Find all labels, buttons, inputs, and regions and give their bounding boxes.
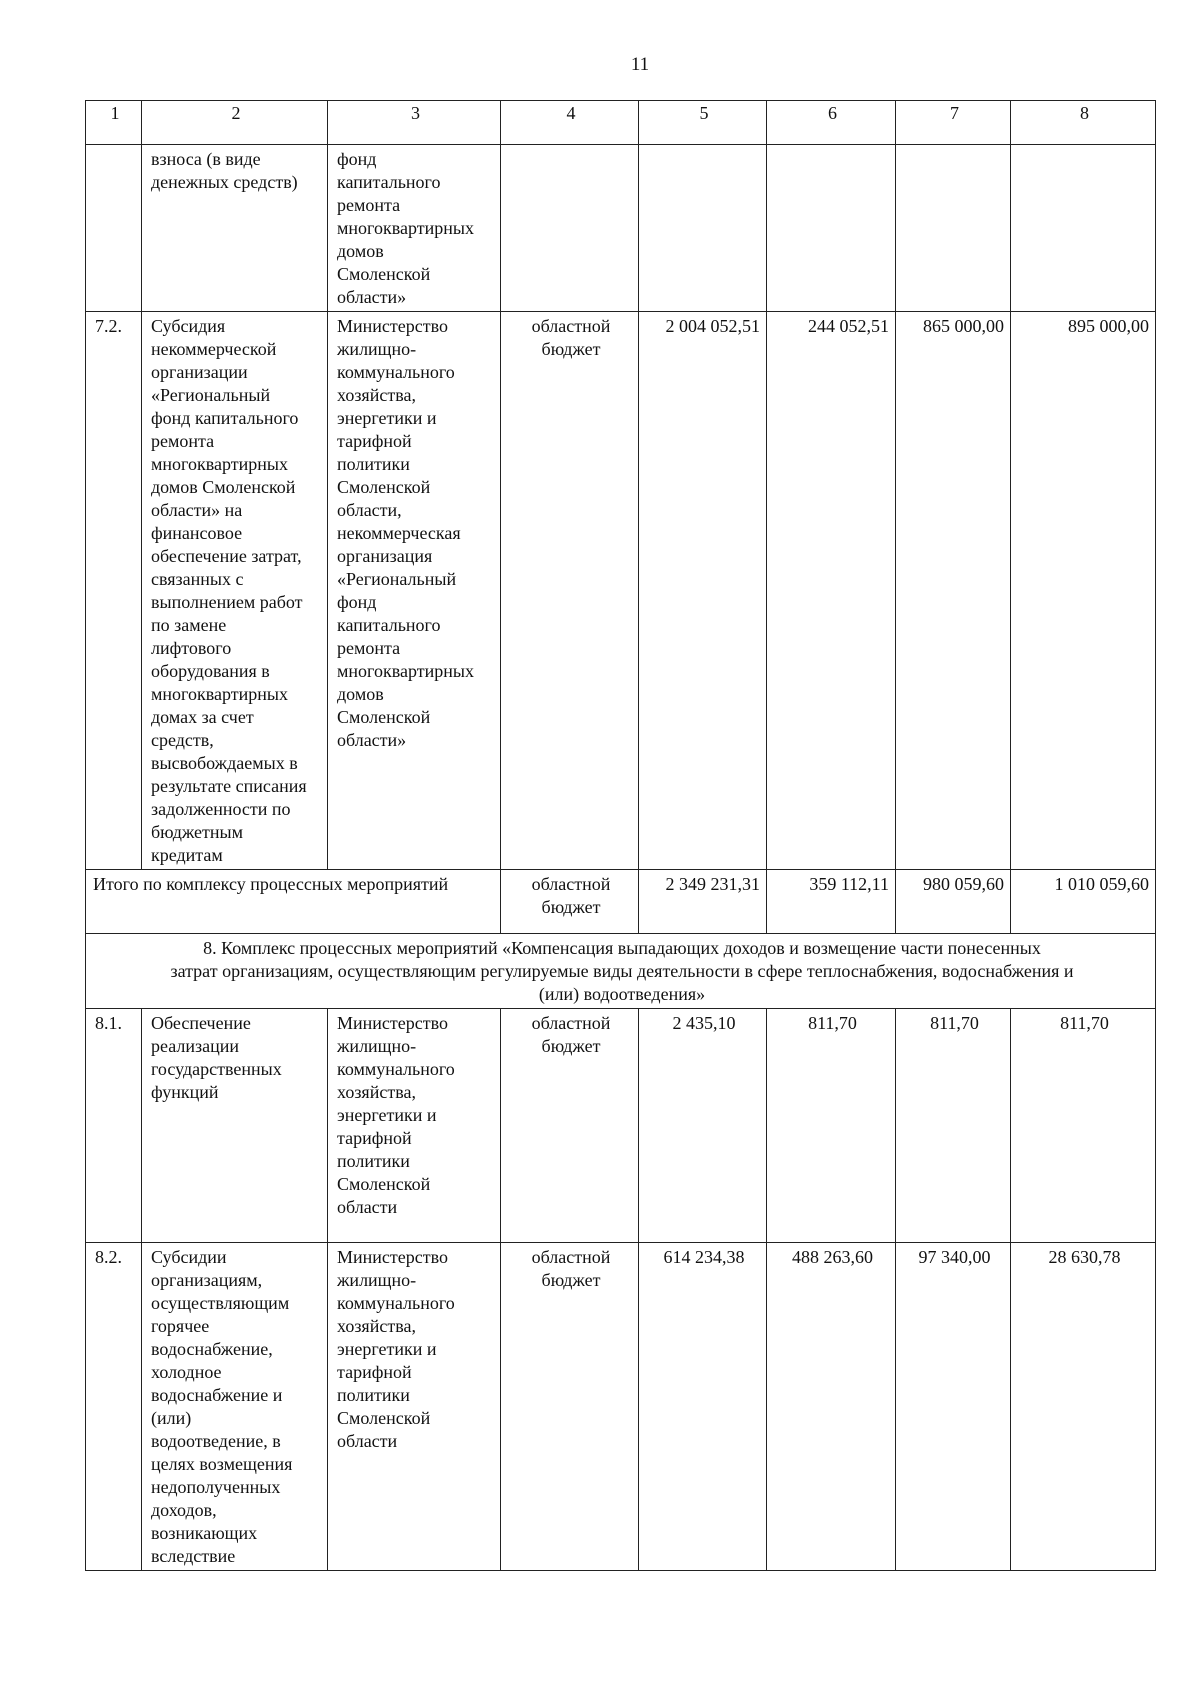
text-line: фонд <box>337 149 377 169</box>
text-line: тарифной <box>337 431 412 451</box>
row-number: 7.2. <box>86 312 142 870</box>
text-line: государственных <box>151 1059 282 1079</box>
continuation-row <box>86 145 1156 312</box>
text-line: ремонта <box>337 638 401 658</box>
text-line: энергетики и <box>337 1339 437 1359</box>
text-line: целях возмещения <box>151 1454 293 1474</box>
value-col-5: 614 234,38 <box>639 1243 767 1571</box>
measure-name <box>142 312 328 870</box>
text-line: результате списания <box>151 776 307 796</box>
text-line: недополученных <box>151 1477 281 1497</box>
text-line: (или) <box>151 1408 192 1428</box>
text-line: энергетики и <box>337 1105 437 1125</box>
text-line: финансовое <box>151 523 243 543</box>
text-line: многоквартирных <box>337 661 474 681</box>
continuation-name <box>142 145 328 312</box>
text-line: взноса (в виде <box>151 149 261 169</box>
section-8-heading <box>86 934 1156 1009</box>
continuation-num <box>86 145 142 312</box>
text-line: области, <box>337 500 402 520</box>
text-line: (или) водоотведения» <box>538 984 706 1004</box>
text-line: многоквартирных <box>337 218 474 238</box>
text-line: водоснабжение, <box>151 1339 273 1359</box>
text-line: лифтового <box>151 638 232 658</box>
page-number: 11 <box>630 54 650 75</box>
total-col-5: 2 349 231,31 <box>639 870 767 934</box>
text-line: областной <box>531 316 611 336</box>
total-col-6: 359 112,11 <box>767 870 896 934</box>
text-line: доходов, <box>151 1500 217 1520</box>
text-line: домов Смоленской <box>151 477 296 497</box>
text-line: капитального <box>337 615 441 635</box>
total-col-7: 980 059,60 <box>896 870 1011 934</box>
text-line: фонд капитального <box>151 408 299 428</box>
continuation-source <box>501 145 639 312</box>
total-col-8: 1 010 059,60 <box>1011 870 1156 934</box>
text-line: области <box>337 1197 398 1217</box>
value-col-8: 28 630,78 <box>1011 1243 1156 1571</box>
total-funding-source <box>501 870 639 934</box>
text-line: бюджет <box>541 339 601 359</box>
text-line: горячее <box>151 1316 210 1336</box>
value-col-8: 811,70 <box>1011 1009 1156 1243</box>
text-line: ремонта <box>337 195 401 215</box>
text-line: энергетики и <box>337 408 437 428</box>
text-line: кредитам <box>151 845 223 865</box>
text-line: водоснабжение и <box>151 1385 283 1405</box>
measure-name <box>142 1243 328 1571</box>
value-col-5: 2 435,10 <box>639 1009 767 1243</box>
executor <box>328 1243 501 1571</box>
text-line: бюджет <box>541 897 601 917</box>
text-line: холодное <box>151 1362 222 1382</box>
value-col-7: 811,70 <box>896 1009 1011 1243</box>
text-line: Субсидия <box>151 316 226 336</box>
text-line: тарифной <box>337 1362 412 1382</box>
text-line: тарифной <box>337 1128 412 1148</box>
text-line: капитального <box>337 172 441 192</box>
text-line: многоквартирных <box>151 454 288 474</box>
total-row <box>86 870 1156 934</box>
text-line: Смоленской <box>337 264 431 284</box>
value-col-7: 865 000,00 <box>896 312 1011 870</box>
text-line: возникающих <box>151 1523 258 1543</box>
text-line: политики <box>337 1385 410 1405</box>
text-line: области» <box>337 287 407 307</box>
text-line: коммунального <box>337 1059 455 1079</box>
text-line: политики <box>337 1151 410 1171</box>
funding-source <box>501 312 639 870</box>
text-line: реализации <box>151 1036 239 1056</box>
value-col-5: 2 004 052,51 <box>639 312 767 870</box>
executor <box>328 1009 501 1243</box>
text-line: области» <box>337 730 407 750</box>
text-line: по замене <box>151 615 227 635</box>
text-line: Министерство <box>337 1247 448 1267</box>
text-line: хозяйства, <box>337 1082 416 1102</box>
funding-source <box>501 1009 639 1243</box>
text-line: фонд <box>337 592 377 612</box>
header-col-2: 2 <box>142 101 328 145</box>
row-number: 8.2. <box>86 1243 142 1571</box>
text-line: домов <box>337 241 384 261</box>
table-row-7-2 <box>86 312 1156 870</box>
text-line: областной <box>531 1247 611 1267</box>
text-line: домах за счет <box>151 707 254 727</box>
text-line: Смоленской <box>337 477 431 497</box>
row-number: 8.1. <box>86 1009 142 1243</box>
text-line: организации <box>151 362 248 382</box>
text-line: коммунального <box>337 362 455 382</box>
text-line: денежных средств) <box>151 172 298 192</box>
text-line: организация <box>337 546 433 566</box>
text-line: задолженности по <box>151 799 291 819</box>
text-line: коммунального <box>337 1293 455 1313</box>
text-line: Смоленской <box>337 1174 431 1194</box>
text-line: политики <box>337 454 410 474</box>
header-col-7: 7 <box>896 101 1011 145</box>
text-line: выполнением работ <box>151 592 303 612</box>
section-8-heading-row <box>86 934 1156 1009</box>
text-line: жилищно- <box>337 1270 417 1290</box>
value-col-6: 244 052,51 <box>767 312 896 870</box>
text-line: Смоленской <box>337 707 431 727</box>
header-col-1: 1 <box>86 101 142 145</box>
text-line: «Региональный <box>151 385 271 405</box>
text-line: бюджет <box>541 1270 601 1290</box>
text-line: ремонта <box>151 431 215 451</box>
header-col-8: 8 <box>1011 101 1156 145</box>
table-row-8-2 <box>86 1243 1156 1571</box>
text-line: области» на <box>151 500 243 520</box>
text-line: области <box>337 1431 398 1451</box>
text-line: областной <box>531 874 611 894</box>
text-line: областной <box>531 1013 611 1033</box>
text-line: связанных с <box>151 569 244 589</box>
text-line: оборудования в <box>151 661 270 681</box>
continuation-executor <box>328 145 501 312</box>
funding-source <box>501 1243 639 1571</box>
text-line: 8. Комплекс процессных мероприятий «Компенсация выпадающих доходов и возмещение части понесенных <box>203 938 1041 958</box>
text-line: средств, <box>151 730 214 750</box>
header-col-5: 5 <box>639 101 767 145</box>
continuation-v8 <box>1011 145 1156 312</box>
text-line: бюджетным <box>151 822 244 842</box>
text-line: Субсидии <box>151 1247 227 1267</box>
text-line: домов <box>337 684 384 704</box>
value-col-6: 488 263,60 <box>767 1243 896 1571</box>
text-line: Министерство <box>337 316 448 336</box>
value-col-7: 97 340,00 <box>896 1243 1011 1571</box>
table-row-8-1 <box>86 1009 1156 1243</box>
text-line: вследствие <box>151 1546 236 1566</box>
text-line: некоммерческая <box>337 523 461 543</box>
text-line: обеспечение затрат, <box>151 546 302 566</box>
text-line: «Региональный <box>337 569 457 589</box>
executor <box>328 312 501 870</box>
text-line: затрат организациям, осуществляющим регулируемые виды деятельности в сфере теплоснабжения, водоснабжения и <box>170 961 1074 981</box>
text-line: жилищно- <box>337 339 417 359</box>
text-line: Смоленской <box>337 1408 431 1428</box>
text-line: функций <box>151 1082 219 1102</box>
text-line: хозяйства, <box>337 385 416 405</box>
header-col-4: 4 <box>501 101 639 145</box>
text-line: Обеспечение <box>151 1013 251 1033</box>
text-line: водоотведение, в <box>151 1431 281 1451</box>
continuation-v7 <box>896 145 1011 312</box>
continuation-v5 <box>639 145 767 312</box>
text-line: хозяйства, <box>337 1316 416 1336</box>
text-line: многоквартирных <box>151 684 288 704</box>
header-col-3: 3 <box>328 101 501 145</box>
text-line: организациям, <box>151 1270 263 1290</box>
value-col-8: 895 000,00 <box>1011 312 1156 870</box>
measures-table <box>85 100 1156 1571</box>
header-row <box>86 101 1156 145</box>
continuation-v6 <box>767 145 896 312</box>
text-line: бюджет <box>541 1036 601 1056</box>
measure-name <box>142 1009 328 1243</box>
text-line: Министерство <box>337 1013 448 1033</box>
text-line: некоммерческой <box>151 339 277 359</box>
text-line: жилищно- <box>337 1036 417 1056</box>
header-col-6: 6 <box>767 101 896 145</box>
text-line: осуществляющим <box>151 1293 290 1313</box>
total-label: Итого по комплексу процессных мероприятий <box>86 870 501 934</box>
text-line: высвобождаемых в <box>151 753 298 773</box>
value-col-6: 811,70 <box>767 1009 896 1243</box>
